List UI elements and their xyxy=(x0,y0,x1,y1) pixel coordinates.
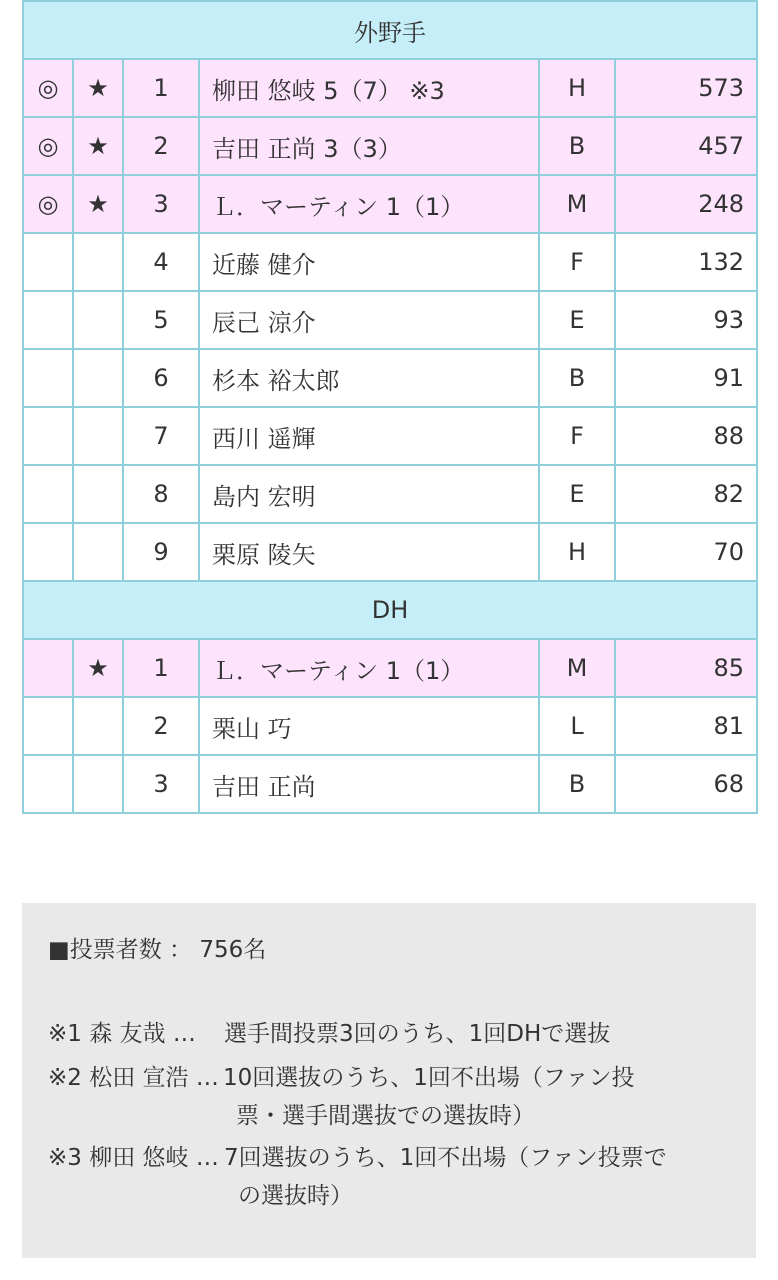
votes-cell: 70 xyxy=(615,523,757,581)
votes-cell: 573 xyxy=(615,59,757,117)
rank-cell: 5 xyxy=(123,291,199,349)
section-header xyxy=(23,1,757,59)
notes-panel xyxy=(22,903,756,1258)
player-name-cell: 吉田 正尚 xyxy=(199,755,539,813)
player-name-cell: 栗山 巧 xyxy=(199,697,539,755)
team-cell: B xyxy=(539,755,615,813)
rank-cell: 3 xyxy=(123,175,199,233)
selection-mark xyxy=(23,465,73,523)
note-line: 10回選抜のうち、1回不出場（ファン投 xyxy=(223,1065,635,1091)
rank-cell: 7 xyxy=(123,407,199,465)
team-cell: M xyxy=(539,639,615,697)
selection-mark xyxy=(23,523,73,581)
team-cell: B xyxy=(539,349,615,407)
note-line: の選抜時） xyxy=(238,1183,353,1209)
votes-cell: 85 xyxy=(615,639,757,697)
table-row xyxy=(23,523,757,581)
player-name-cell: 辰己 涼介 xyxy=(199,291,539,349)
team-cell: H xyxy=(539,523,615,581)
table-row xyxy=(23,407,757,465)
table-row xyxy=(23,291,757,349)
rank-cell: 6 xyxy=(123,349,199,407)
votes-cell: 457 xyxy=(615,117,757,175)
player-name-cell: 島内 宏明 xyxy=(199,465,539,523)
table-row xyxy=(23,175,757,233)
rank-cell: 2 xyxy=(123,697,199,755)
star-icon: ★ xyxy=(73,117,123,175)
table-row xyxy=(23,755,757,813)
votes-cell: 68 xyxy=(615,755,757,813)
ranking-table xyxy=(22,0,758,814)
note-text xyxy=(224,1139,734,1215)
player-name-cell: Ｌ．マーティン 1（1） xyxy=(199,639,539,697)
selection-mark: ◎ xyxy=(23,175,73,233)
selection-mark xyxy=(23,291,73,349)
selection-mark: ◎ xyxy=(23,117,73,175)
ranking-table-container xyxy=(22,0,756,814)
team-cell: L xyxy=(539,697,615,755)
votes-cell: 91 xyxy=(615,349,757,407)
player-name-cell: 柳田 悠岐 5（7） ※3 xyxy=(199,59,539,117)
team-cell: E xyxy=(539,291,615,349)
star-icon xyxy=(73,697,123,755)
table-row xyxy=(23,59,757,117)
star-icon: ★ xyxy=(73,59,123,117)
table-row xyxy=(23,697,757,755)
rank-cell: 4 xyxy=(123,233,199,291)
note-label: ※1 森 友哉 … xyxy=(48,1021,196,1047)
rank-cell: 3 xyxy=(123,755,199,813)
team-cell: B xyxy=(539,117,615,175)
star-icon xyxy=(73,233,123,291)
table-row xyxy=(23,349,757,407)
player-name-cell: 西川 遥輝 xyxy=(199,407,539,465)
star-icon xyxy=(73,465,123,523)
votes-cell: 82 xyxy=(615,465,757,523)
selection-mark xyxy=(23,233,73,291)
star-icon xyxy=(73,349,123,407)
star-icon xyxy=(73,291,123,349)
votes-cell: 248 xyxy=(615,175,757,233)
table-row xyxy=(23,465,757,523)
section-header xyxy=(23,581,757,639)
selection-mark xyxy=(23,639,73,697)
note-text xyxy=(224,1015,734,1053)
team-cell: F xyxy=(539,407,615,465)
votes-cell: 88 xyxy=(615,407,757,465)
rank-cell: 2 xyxy=(123,117,199,175)
voter-count: ■投票者数 ： 756名 xyxy=(48,937,267,963)
note-label: ※3 柳田 悠岐 … xyxy=(48,1145,219,1171)
player-name-cell: 吉田 正尚 3（3） xyxy=(199,117,539,175)
selection-mark xyxy=(23,407,73,465)
selection-mark: ◎ xyxy=(23,59,73,117)
table-row xyxy=(23,117,757,175)
player-name-cell: 栗原 陵矢 xyxy=(199,523,539,581)
star-icon: ★ xyxy=(73,175,123,233)
votes-cell: 93 xyxy=(615,291,757,349)
rank-cell: 9 xyxy=(123,523,199,581)
note-label: ※2 松田 宣浩 … xyxy=(48,1065,219,1091)
votes-cell: 132 xyxy=(615,233,757,291)
team-cell: F xyxy=(539,233,615,291)
selection-mark xyxy=(23,697,73,755)
team-cell: M xyxy=(539,175,615,233)
star-icon xyxy=(73,407,123,465)
star-icon xyxy=(73,523,123,581)
star-icon xyxy=(73,755,123,813)
team-cell: E xyxy=(539,465,615,523)
table-row xyxy=(23,639,757,697)
player-name-cell: 杉本 裕太郎 xyxy=(199,349,539,407)
rank-cell: 8 xyxy=(123,465,199,523)
star-icon: ★ xyxy=(73,639,123,697)
rank-cell: 1 xyxy=(123,639,199,697)
section-title: DH xyxy=(23,581,757,639)
note-line: 選手間投票3回のうち、1回DHで選抜 xyxy=(224,1021,611,1047)
note-text xyxy=(223,1059,733,1135)
section-title: 外野手 xyxy=(23,1,757,59)
selection-mark xyxy=(23,349,73,407)
note-line: 7回選抜のうち、1回不出場（ファン投票で xyxy=(224,1145,667,1171)
player-name-cell: 近藤 健介 xyxy=(199,233,539,291)
table-row xyxy=(23,233,757,291)
player-name-cell: Ｌ．マーティン 1（1） xyxy=(199,175,539,233)
team-cell: H xyxy=(539,59,615,117)
note-line: 票・選手間選抜での選抜時） xyxy=(236,1103,535,1129)
selection-mark xyxy=(23,755,73,813)
rank-cell: 1 xyxy=(123,59,199,117)
votes-cell: 81 xyxy=(615,697,757,755)
